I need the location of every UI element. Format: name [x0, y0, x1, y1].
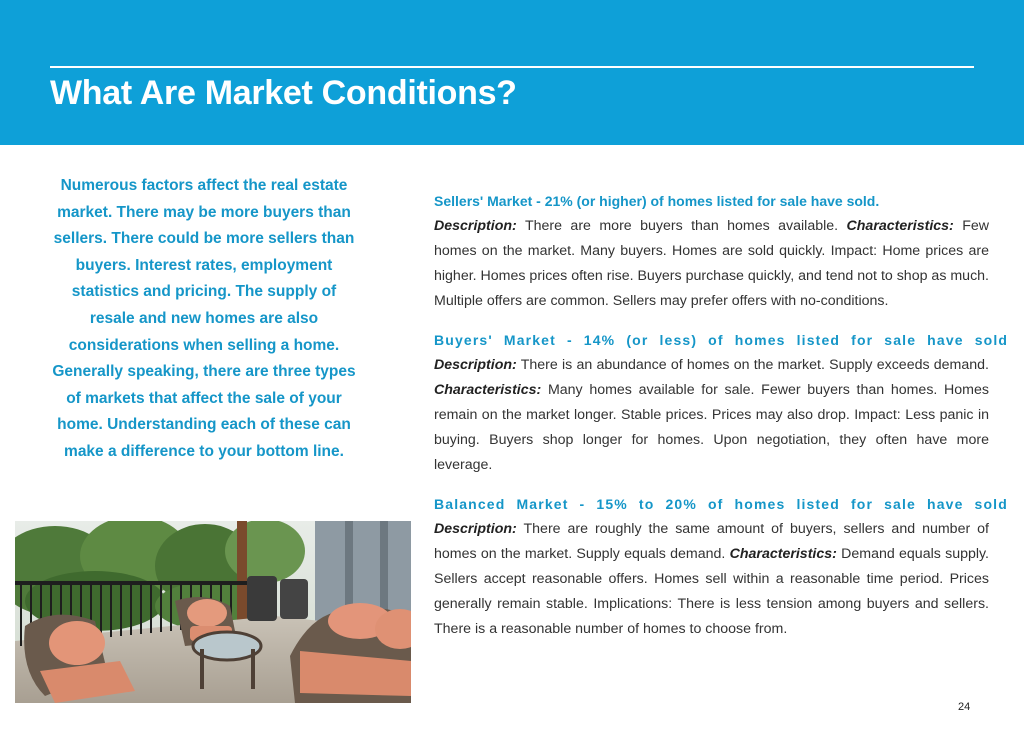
characteristics-label: Characteristics:	[846, 218, 954, 234]
characteristics-text: Many homes available for sale. Fewer buyers than homes. Homes remain on the market longer. Stable prices. Prices may also drop. Impact: Less panic in buying. Buyers shop longer for homes. Upon negotiation, they often have more leverage.	[434, 382, 989, 473]
description-text: There are more buyers than homes available.	[524, 218, 839, 234]
market-body	[434, 214, 989, 314]
description-label: Description:	[434, 357, 517, 373]
characteristics-text: Few homes on the market. Many buyers. Homes are sold quickly. Impact: Home prices are higher. Homes prices often rise. Buyers purchase quickly, and tend not to shop as much. Multiple offers are common. Sellers may prefer offers with no-conditions.	[434, 218, 989, 309]
description-text: There is an abundance of homes on the market. Supply exceeds demand.	[520, 357, 989, 373]
market-body	[434, 517, 989, 642]
patio-photo	[15, 521, 411, 703]
market-types	[434, 189, 1009, 656]
header-divider	[50, 66, 974, 68]
page-number: 24	[958, 701, 971, 713]
description-label: Description:	[434, 521, 517, 537]
market-heading: Sellers' Market - 21% (or higher) of homes listed for sale have sold.	[434, 193, 880, 209]
market-section-buyers	[434, 328, 1009, 478]
intro-text: Numerous factors affect the real estate market. There may be more buyers than sellers. There could be more sellers than buyers. Interest rates, employment statistics and pricing. The supply of resale and new homes are also considerations when selling a home. Generally speaking, there are three types of markets that affect the sale of your home. Understanding each of these can make a difference to your bottom line.	[52, 177, 356, 460]
characteristics-text: Demand equals supply. Sellers accept reasonable offers. Homes sell within a reasonable time period. Prices generally remain stable. Implications: There is less tension among buyers and sellers. There is a reasonable number of homes to choose from.	[434, 546, 989, 637]
header-banner	[0, 0, 1024, 145]
market-heading: Balanced Market - 15% to 20% of homes listed for sale have sold	[434, 496, 1008, 512]
market-section-balanced	[434, 492, 1008, 642]
page-title: What Are Market Conditions?	[50, 74, 517, 112]
description-label: Description:	[434, 218, 517, 234]
characteristics-label: Characteristics:	[729, 546, 837, 562]
description-text: There are roughly the same amount of buyers, sellers and number of homes on the market. Supply equals demand.	[434, 521, 989, 562]
market-heading: Buyers' Market - 14% (or less) of homes listed for sale have sold	[434, 332, 1009, 348]
market-body	[434, 353, 989, 478]
market-section-sellers	[434, 189, 989, 314]
characteristics-label: Characteristics:	[434, 382, 542, 398]
